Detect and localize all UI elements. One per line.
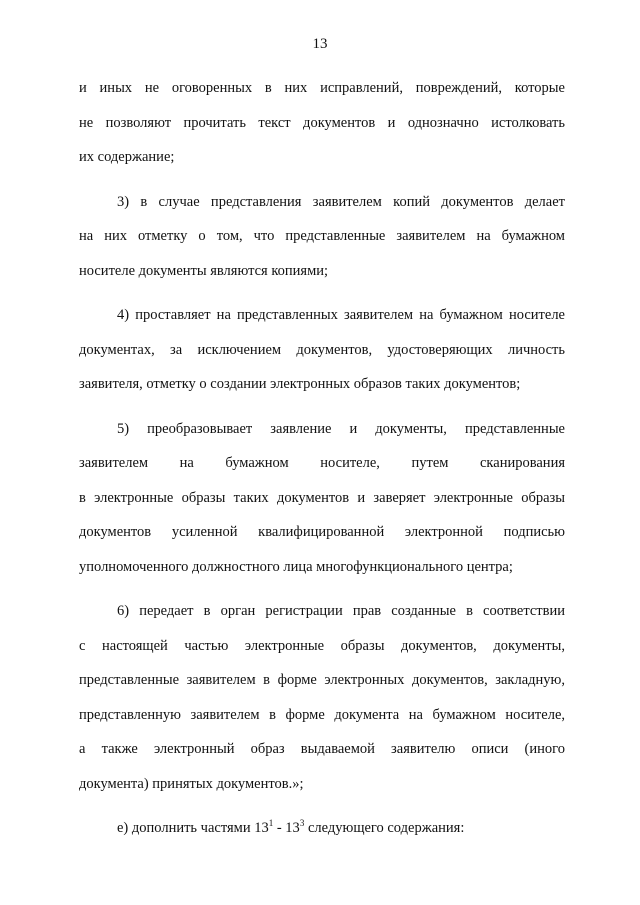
paragraph-item-6 xyxy=(79,594,565,801)
text-line: не позволяют прочитать текст документов и однозначно истолковать xyxy=(79,114,565,131)
paragraph-item-4 xyxy=(79,298,565,402)
text-line xyxy=(79,811,565,846)
superscript-3: 3 xyxy=(299,818,305,828)
text-line: заявителя, отметку о создании электронных образов таких документов; xyxy=(79,376,521,392)
text-line: 6) передает в орган регистрации прав созданные в соответствии xyxy=(117,603,565,619)
paragraph-continuation xyxy=(79,71,565,175)
text-line: а также электронный образ выдаваемой заявителю описи (иного xyxy=(79,741,565,757)
text-line: в электронные образы таких документов и заверяет электронные образы xyxy=(79,489,565,506)
document-body xyxy=(79,71,565,856)
text-line: документов усиленной квалифицированной электронной подписью xyxy=(79,524,565,540)
text-line: на них отметку о том, что представленные заявителем на бумажном xyxy=(79,228,565,244)
text-line: 5) преобразовывает заявление и документы, представленные xyxy=(117,420,565,437)
text-line: документа) принятых документов.»; xyxy=(79,775,304,792)
text-line: 3) в случае представления заявителем копий документов делает xyxy=(117,193,565,210)
text-line: 4) проставляет на представленных заявителем на бумажном носителе xyxy=(117,307,565,323)
text-line: представленную заявителем в форме документа на бумажном носителе, xyxy=(79,706,565,723)
text-line: носителе документы являются копиями; xyxy=(79,262,329,279)
text-line: их содержание; xyxy=(79,149,175,165)
amendment-suffix: следующего содержания: xyxy=(304,820,465,836)
text-line: с настоящей частью электронные образы документов, документы, xyxy=(79,637,565,654)
superscript-1: 1 xyxy=(268,818,274,828)
text-line: документах, за исключением документов, удостоверяющих личность xyxy=(79,341,565,358)
text-line: уполномоченного должностного лица многофункционального центра; xyxy=(79,558,513,575)
amendment-prefix: е) дополнить частями 13 xyxy=(117,820,269,836)
paragraph-amendment-e xyxy=(79,811,565,846)
paragraph-item-3 xyxy=(79,185,565,289)
text-line: представленные заявителем в форме электронных документов, закладную, xyxy=(79,672,565,688)
amendment-middle: - 13 xyxy=(273,820,300,836)
text-line: заявителем на бумажном носителе, путем сканирования xyxy=(79,455,565,471)
page-number: 13 xyxy=(312,36,328,52)
text-line: и иных не оговоренных в них исправлений, повреждений, которые xyxy=(79,80,565,96)
paragraph-item-5 xyxy=(79,412,565,585)
